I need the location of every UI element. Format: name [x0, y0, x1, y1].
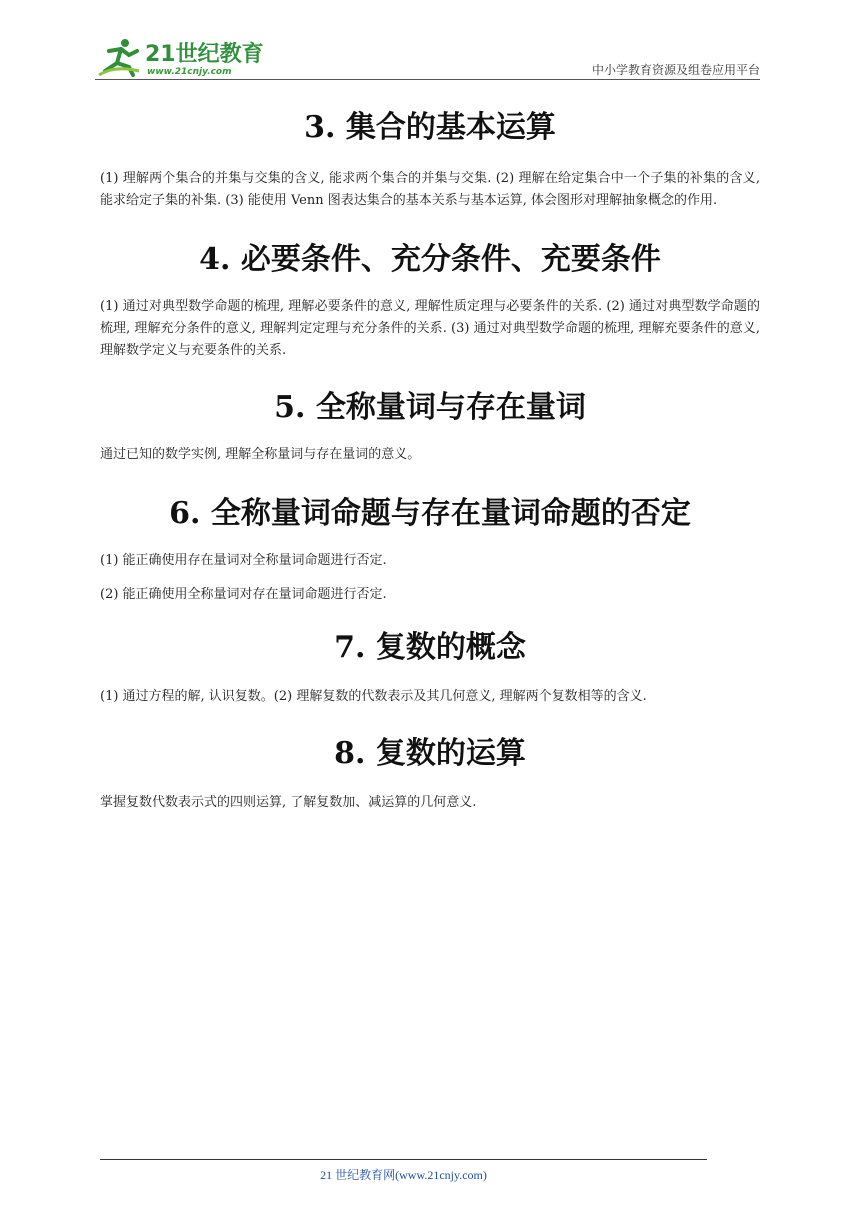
- footer-link[interactable]: 21 世纪教育网(www.21cnjy.com): [320, 1168, 487, 1182]
- page-header: [95, 35, 760, 79]
- platform-name: 中小学教育资源及组卷应用平台: [591, 63, 760, 77]
- section-body-6: [100, 550, 760, 606]
- section-5-paragraph: 通过已知的数学实例, 理解全称量词与存在量词的意义。: [100, 447, 421, 462]
- section-body-4: [100, 296, 760, 362]
- site-logo[interactable]: [95, 35, 265, 77]
- logo-url: www.21cnjy.com: [147, 67, 232, 77]
- section-title-3: 3. 集合的基本运算: [304, 110, 556, 145]
- section-7-paragraph: (1) 通过方程的解, 认识复数。(2) 理解复数的代数表示及其几何意义, 理解两个复数相等的含义.: [100, 689, 647, 704]
- section-6-paragraph-2: (2) 能正确使用全称量词对存在量词命题进行否定.: [100, 587, 387, 602]
- section-body-7: [100, 686, 760, 708]
- section-body-3: [100, 168, 760, 212]
- runner-logo-icon: [95, 35, 265, 77]
- section-4-paragraph: (1) 通过对典型数学命题的梳理, 理解必要条件的意义, 理解性质定理与必要条件的关系. (2) 通过对典型数学命题的梳理, 理解充分条件的意义, 理解判定定理与充分条件的关系. (3) 通过对典型数学命题的梳理, 理解充要条件的意义, 理解数学定义与充要条件的关系.: [100, 299, 760, 358]
- header-divider: [95, 79, 760, 80]
- document-body: [100, 90, 760, 814]
- section-title-5: 5. 全称量词与存在量词: [274, 390, 586, 425]
- section-8-paragraph: 掌握复数代数表示式的四则运算, 了解复数加、减运算的几何意义.: [100, 795, 477, 810]
- section-6-paragraph-1: (1) 能正确使用存在量词对全称量词命题进行否定.: [100, 553, 387, 568]
- footer-divider: [100, 1159, 707, 1160]
- section-body-5: [100, 444, 760, 466]
- section-title-8: 8. 复数的运算: [334, 736, 526, 771]
- logo-text: 21世纪教育: [145, 42, 264, 67]
- section-title-7: 7. 复数的概念: [334, 630, 526, 665]
- section-title-4: 4. 必要条件、充分条件、充要条件: [199, 242, 661, 277]
- section-body-8: [100, 792, 760, 814]
- section-title-6: 6. 全称量词命题与存在量词命题的否定: [169, 496, 691, 531]
- section-3-paragraph: (1) 理解两个集合的并集与交集的含义, 能求两个集合的并集与交集. (2) 理解在给定集合中一个子集的补集的含义, 能求给定子集的补集. (3) 能使用 Venn 图表达集合的基本关系与基本运算, 体会图形对理解抽象概念的作用.: [100, 171, 760, 208]
